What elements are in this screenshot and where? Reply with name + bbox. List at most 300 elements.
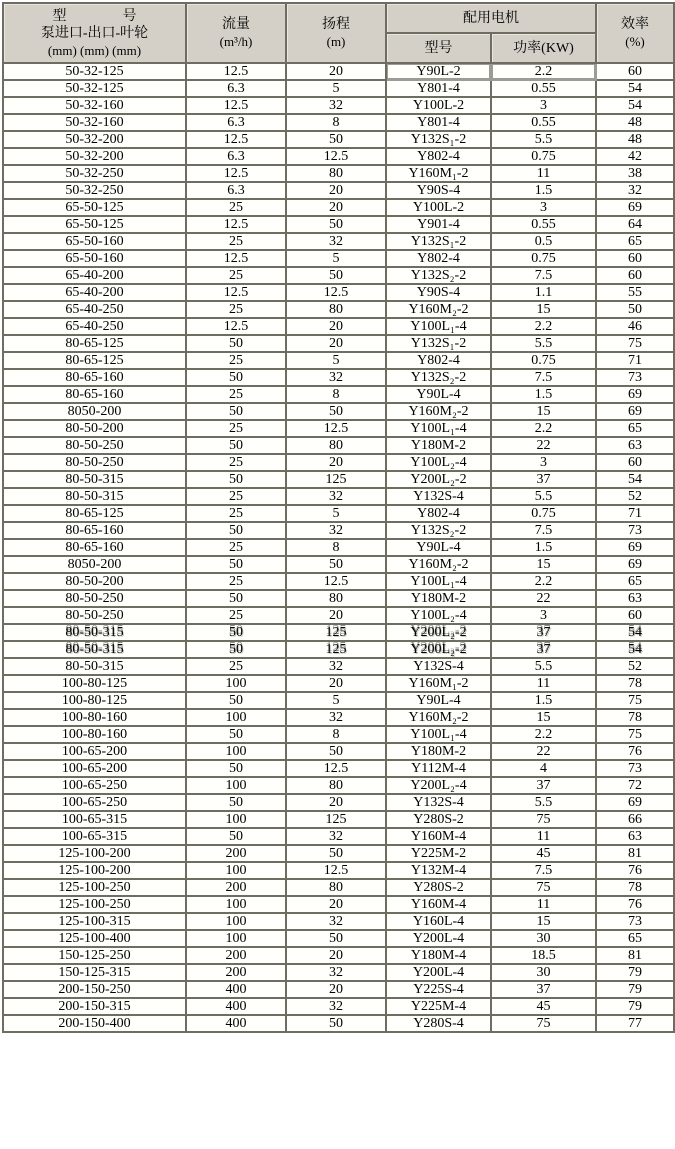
cell-flow: 50 <box>186 641 286 658</box>
header-motor-power: 功率(KW) <box>491 33 596 63</box>
cell-head: 32 <box>286 658 386 675</box>
cell-efficiency: 65 <box>596 930 674 947</box>
cell-head: 32 <box>286 233 386 250</box>
cell-motor-power: 5.5 <box>491 488 596 505</box>
table-row <box>3 998 674 1015</box>
cell-motor-power: 1.1 <box>491 284 596 301</box>
cell-flow: 25 <box>186 386 286 403</box>
cell-motor-power: 5.5 <box>491 335 596 352</box>
cell-motor-power: 0.75 <box>491 250 596 267</box>
cell-efficiency: 32 <box>596 182 674 199</box>
table-row <box>3 471 674 488</box>
cell-motor-model: Y160M₂-2 <box>386 709 491 726</box>
table-row <box>3 199 674 216</box>
cell-flow: 12.5 <box>186 284 286 301</box>
cell-motor-power: 22 <box>491 590 596 607</box>
cell-efficiency: 65 <box>596 573 674 590</box>
cell-pump-model: 80-50-200 <box>3 573 186 590</box>
cell-flow: 50 <box>186 726 286 743</box>
cell-motor-model: Y100L₁-4 <box>386 420 491 437</box>
cell-pump-model: 125-100-250 <box>3 879 186 896</box>
table-row <box>3 369 674 386</box>
cell-pump-model: 125-100-400 <box>3 930 186 947</box>
cell-pump-model: 50-32-125 <box>3 63 186 80</box>
cell-pump-model: 100-65-200 <box>3 760 186 777</box>
cell-flow: 50 <box>186 624 286 641</box>
table-row <box>3 284 674 301</box>
cell-motor-model: Y90L-4 <box>386 692 491 709</box>
cell-pump-model: 50-32-125 <box>3 80 186 97</box>
cell-pump-model: 80-50-250 <box>3 607 186 624</box>
cell-head: 50 <box>286 930 386 947</box>
cell-motor-model: Y801-4 <box>386 80 491 97</box>
table-row <box>3 862 674 879</box>
table-row <box>3 947 674 964</box>
cell-pump-model: 65-40-250 <box>3 318 186 335</box>
header-flow-units: (m³/h) <box>219 34 253 49</box>
cell-flow: 100 <box>186 743 286 760</box>
cell-pump-model: 80-65-160 <box>3 386 186 403</box>
cell-flow: 50 <box>186 692 286 709</box>
cell-pump-model: 80-50-200 <box>3 420 186 437</box>
cell-efficiency: 54 <box>596 97 674 114</box>
cell-motor-power: 11 <box>491 675 596 692</box>
cell-efficiency: 48 <box>596 131 674 148</box>
cell-pump-model: 80-50-315 <box>3 641 186 658</box>
cell-head: 80 <box>286 879 386 896</box>
cell-flow: 200 <box>186 879 286 896</box>
cell-motor-power: 7.5 <box>491 369 596 386</box>
cell-head: 5 <box>286 352 386 369</box>
cell-motor-model: Y100L₂-4 <box>386 607 491 624</box>
cell-motor-model: Y100L₁-4 <box>386 318 491 335</box>
cell-motor-model: Y132S₁-2 <box>386 233 491 250</box>
header-motor-model: 型号 <box>386 33 491 63</box>
cell-motor-model: Y200L₂-2 <box>386 624 491 641</box>
table-row <box>3 845 674 862</box>
cell-efficiency: 42 <box>596 148 674 165</box>
header-flow <box>186 3 286 63</box>
cell-motor-power: 1.5 <box>491 539 596 556</box>
cell-motor-model: Y280S-2 <box>386 811 491 828</box>
cell-pump-model: 125-100-315 <box>3 913 186 930</box>
cell-motor-power: 37 <box>491 641 596 658</box>
cell-efficiency: 65 <box>596 420 674 437</box>
cell-efficiency: 75 <box>596 692 674 709</box>
cell-head: 8 <box>286 539 386 556</box>
cell-efficiency: 63 <box>596 590 674 607</box>
cell-motor-model: Y132S-4 <box>386 794 491 811</box>
table-row <box>3 233 674 250</box>
table-row <box>3 539 674 556</box>
cell-motor-power: 37 <box>491 777 596 794</box>
cell-motor-model: Y802-4 <box>386 148 491 165</box>
cell-efficiency: 71 <box>596 505 674 522</box>
table-header <box>3 3 674 63</box>
cell-flow: 400 <box>186 998 286 1015</box>
cell-head: 20 <box>286 947 386 964</box>
cell-flow: 25 <box>186 658 286 675</box>
cell-pump-model: 100-80-160 <box>3 726 186 743</box>
cell-flow: 50 <box>186 794 286 811</box>
table-row <box>3 420 674 437</box>
cell-flow: 200 <box>186 947 286 964</box>
cell-pump-model: 100-65-200 <box>3 743 186 760</box>
cell-motor-power: 4 <box>491 760 596 777</box>
cell-efficiency: 54 <box>596 641 674 658</box>
cell-head: 12.5 <box>286 573 386 590</box>
cell-flow: 25 <box>186 420 286 437</box>
cell-pump-model: 200-150-250 <box>3 981 186 998</box>
cell-flow: 50 <box>186 590 286 607</box>
cell-motor-model: Y160M₁-2 <box>386 675 491 692</box>
cell-head: 50 <box>286 131 386 148</box>
cell-efficiency: 81 <box>596 845 674 862</box>
cell-head: 20 <box>286 199 386 216</box>
table-row <box>3 675 674 692</box>
cell-head: 80 <box>286 165 386 182</box>
header-motor-group: 配用电机 <box>386 3 596 33</box>
cell-flow: 200 <box>186 964 286 981</box>
table-row <box>3 607 674 624</box>
cell-motor-model: Y100L-2 <box>386 199 491 216</box>
cell-pump-model: 80-50-250 <box>3 437 186 454</box>
cell-head: 5 <box>286 80 386 97</box>
table-row <box>3 743 674 760</box>
cell-motor-model: Y200L₂-2 <box>386 471 491 488</box>
table-row <box>3 658 674 675</box>
cell-efficiency: 73 <box>596 760 674 777</box>
table-row <box>3 641 674 658</box>
table-row <box>3 352 674 369</box>
cell-pump-model: 50-32-250 <box>3 182 186 199</box>
cell-flow: 6.3 <box>186 114 286 131</box>
cell-motor-model: Y132S-4 <box>386 488 491 505</box>
cell-head: 20 <box>286 454 386 471</box>
cell-efficiency: 38 <box>596 165 674 182</box>
cell-motor-power: 3 <box>491 97 596 114</box>
cell-head: 125 <box>286 624 386 641</box>
cell-efficiency: 69 <box>596 556 674 573</box>
cell-motor-power: 22 <box>491 743 596 760</box>
cell-efficiency: 81 <box>596 947 674 964</box>
table-row <box>3 165 674 182</box>
cell-motor-model: Y200L₂-2 <box>386 641 491 658</box>
cell-efficiency: 73 <box>596 522 674 539</box>
cell-flow: 100 <box>186 896 286 913</box>
cell-pump-model: 8050-200 <box>3 403 186 420</box>
table-row <box>3 522 674 539</box>
cell-flow: 6.3 <box>186 148 286 165</box>
cell-head: 50 <box>286 403 386 420</box>
cell-pump-model: 65-50-125 <box>3 216 186 233</box>
cell-head: 5 <box>286 505 386 522</box>
cell-motor-model: Y160M-4 <box>386 828 491 845</box>
table-row <box>3 913 674 930</box>
table-row <box>3 777 674 794</box>
cell-motor-power: 37 <box>491 624 596 641</box>
cell-motor-power: 15 <box>491 403 596 420</box>
cell-head: 12.5 <box>286 148 386 165</box>
header-efficiency-title: 效率 <box>621 17 649 32</box>
cell-flow: 25 <box>186 352 286 369</box>
cell-efficiency: 69 <box>596 794 674 811</box>
cell-pump-model: 125-100-200 <box>3 862 186 879</box>
cell-motor-model: Y180M-4 <box>386 947 491 964</box>
cell-head: 20 <box>286 318 386 335</box>
cell-efficiency: 71 <box>596 352 674 369</box>
cell-efficiency: 60 <box>596 63 674 80</box>
cell-motor-power: 11 <box>491 165 596 182</box>
cell-pump-model: 125-100-250 <box>3 896 186 913</box>
table-row <box>3 437 674 454</box>
table-row <box>3 131 674 148</box>
table-row <box>3 505 674 522</box>
cell-pump-model: 80-50-315 <box>3 624 186 641</box>
cell-motor-model: Y132S-4 <box>386 658 491 675</box>
cell-motor-power: 1.5 <box>491 692 596 709</box>
cell-motor-power: 3 <box>491 199 596 216</box>
cell-efficiency: 54 <box>596 471 674 488</box>
table-row <box>3 692 674 709</box>
cell-head: 20 <box>286 675 386 692</box>
cell-flow: 25 <box>186 267 286 284</box>
cell-motor-model: Y160L-4 <box>386 913 491 930</box>
cell-efficiency: 60 <box>596 267 674 284</box>
cell-motor-model: Y112M-4 <box>386 760 491 777</box>
cell-pump-model: 65-40-200 <box>3 284 186 301</box>
cell-motor-power: 0.75 <box>491 148 596 165</box>
table-row <box>3 896 674 913</box>
table-row <box>3 556 674 573</box>
cell-motor-power: 30 <box>491 930 596 947</box>
cell-pump-model: 65-50-160 <box>3 250 186 267</box>
cell-flow: 12.5 <box>186 97 286 114</box>
cell-motor-power: 2.2 <box>491 573 596 590</box>
table-row <box>3 981 674 998</box>
cell-efficiency: 79 <box>596 981 674 998</box>
cell-head: 50 <box>286 845 386 862</box>
cell-pump-model: 50-32-160 <box>3 97 186 114</box>
cell-motor-model: Y132S₂-2 <box>386 267 491 284</box>
cell-efficiency: 69 <box>596 403 674 420</box>
cell-head: 32 <box>286 369 386 386</box>
cell-motor-model: Y200L-4 <box>386 964 491 981</box>
cell-pump-model: 80-65-160 <box>3 522 186 539</box>
cell-flow: 50 <box>186 369 286 386</box>
cell-head: 32 <box>286 913 386 930</box>
cell-pump-model: 80-65-125 <box>3 505 186 522</box>
cell-motor-model: Y90L-4 <box>386 539 491 556</box>
cell-pump-model: 100-80-160 <box>3 709 186 726</box>
cell-head: 50 <box>286 743 386 760</box>
cell-motor-model: Y802-4 <box>386 250 491 267</box>
cell-head: 50 <box>286 216 386 233</box>
cell-head: 125 <box>286 471 386 488</box>
cell-pump-model: 50-32-250 <box>3 165 186 182</box>
cell-head: 125 <box>286 641 386 658</box>
cell-flow: 100 <box>186 675 286 692</box>
cell-head: 5 <box>286 250 386 267</box>
cell-efficiency: 78 <box>596 879 674 896</box>
cell-motor-model: Y132S₂-2 <box>386 369 491 386</box>
cell-motor-power: 7.5 <box>491 267 596 284</box>
cell-motor-power: 11 <box>491 896 596 913</box>
cell-flow: 25 <box>186 301 286 318</box>
cell-motor-power: 15 <box>491 709 596 726</box>
cell-head: 50 <box>286 556 386 573</box>
cell-motor-model: Y132M-4 <box>386 862 491 879</box>
table-row <box>3 573 674 590</box>
table-row <box>3 267 674 284</box>
cell-flow: 100 <box>186 777 286 794</box>
cell-efficiency: 77 <box>596 1015 674 1032</box>
cell-flow: 50 <box>186 828 286 845</box>
cell-flow: 12.5 <box>186 165 286 182</box>
cell-pump-model: 80-65-160 <box>3 539 186 556</box>
cell-head: 20 <box>286 182 386 199</box>
cell-flow: 50 <box>186 437 286 454</box>
cell-motor-power: 3 <box>491 454 596 471</box>
cell-flow: 25 <box>186 573 286 590</box>
table-row <box>3 386 674 403</box>
cell-motor-power: 75 <box>491 1015 596 1032</box>
cell-pump-model: 65-50-160 <box>3 233 186 250</box>
cell-efficiency: 78 <box>596 709 674 726</box>
cell-flow: 25 <box>186 233 286 250</box>
table-row <box>3 97 674 114</box>
cell-pump-model: 80-50-250 <box>3 590 186 607</box>
cell-pump-model: 65-40-250 <box>3 301 186 318</box>
cell-motor-power: 45 <box>491 998 596 1015</box>
cell-flow: 25 <box>186 505 286 522</box>
cell-efficiency: 60 <box>596 454 674 471</box>
cell-head: 32 <box>286 522 386 539</box>
cell-motor-power: 37 <box>491 471 596 488</box>
cell-pump-model: 80-65-125 <box>3 335 186 352</box>
cell-head: 50 <box>286 1015 386 1032</box>
cell-motor-model: Y132S₁-2 <box>386 131 491 148</box>
table-row <box>3 318 674 335</box>
cell-pump-model: 80-50-315 <box>3 471 186 488</box>
cell-pump-model: 100-65-250 <box>3 777 186 794</box>
table-row <box>3 182 674 199</box>
cell-head: 20 <box>286 794 386 811</box>
cell-motor-power: 75 <box>491 811 596 828</box>
cell-head: 32 <box>286 97 386 114</box>
pump-spec-table <box>2 2 675 1033</box>
table-row <box>3 454 674 471</box>
cell-motor-power: 0.75 <box>491 505 596 522</box>
cell-motor-model: Y200L₂-4 <box>386 777 491 794</box>
cell-head: 32 <box>286 828 386 845</box>
cell-motor-power: 5.5 <box>491 658 596 675</box>
table-row <box>3 879 674 896</box>
cell-motor-model: Y180M-2 <box>386 743 491 760</box>
cell-flow: 25 <box>186 199 286 216</box>
cell-pump-model: 200-150-315 <box>3 998 186 1015</box>
cell-flow: 12.5 <box>186 250 286 267</box>
cell-flow: 100 <box>186 930 286 947</box>
cell-motor-power: 0.55 <box>491 80 596 97</box>
cell-motor-power: 0.55 <box>491 216 596 233</box>
cell-efficiency: 75 <box>596 335 674 352</box>
cell-flow: 12.5 <box>186 63 286 80</box>
cell-head: 80 <box>286 301 386 318</box>
cell-efficiency: 69 <box>596 199 674 216</box>
cell-efficiency: 46 <box>596 318 674 335</box>
header-efficiency <box>596 3 674 63</box>
cell-motor-power: 0.75 <box>491 352 596 369</box>
cell-head: 5 <box>286 692 386 709</box>
cell-head: 32 <box>286 998 386 1015</box>
cell-efficiency: 78 <box>596 675 674 692</box>
table-row <box>3 335 674 352</box>
table-row <box>3 148 674 165</box>
cell-motor-power: 2.2 <box>491 420 596 437</box>
cell-head: 12.5 <box>286 862 386 879</box>
table-row <box>3 709 674 726</box>
cell-motor-power: 45 <box>491 845 596 862</box>
cell-pump-model: 80-50-250 <box>3 454 186 471</box>
cell-motor-model: Y90L-4 <box>386 386 491 403</box>
cell-motor-model: Y132S₂-2 <box>386 522 491 539</box>
table-row <box>3 760 674 777</box>
cell-motor-power: 15 <box>491 913 596 930</box>
cell-flow: 50 <box>186 335 286 352</box>
cell-motor-model: Y280S-4 <box>386 1015 491 1032</box>
table-row <box>3 114 674 131</box>
cell-pump-model: 150-125-250 <box>3 947 186 964</box>
cell-flow: 50 <box>186 403 286 420</box>
cell-head: 80 <box>286 777 386 794</box>
cell-motor-model: Y160M₂-2 <box>386 301 491 318</box>
cell-efficiency: 48 <box>596 114 674 131</box>
header-flow-title: 流量 <box>222 17 250 32</box>
cell-efficiency: 64 <box>596 216 674 233</box>
cell-flow: 400 <box>186 981 286 998</box>
cell-motor-power: 1.5 <box>491 386 596 403</box>
cell-motor-model: Y280S-2 <box>386 879 491 896</box>
cell-flow: 6.3 <box>186 182 286 199</box>
cell-efficiency: 55 <box>596 284 674 301</box>
cell-pump-model: 80-65-160 <box>3 369 186 386</box>
cell-head: 80 <box>286 590 386 607</box>
table-row <box>3 624 674 641</box>
cell-motor-model: Y160M₂-2 <box>386 556 491 573</box>
cell-pump-model: 100-80-125 <box>3 692 186 709</box>
cell-pump-model: 65-50-125 <box>3 199 186 216</box>
cell-motor-model: Y180M-2 <box>386 437 491 454</box>
cell-pump-model: 8050-200 <box>3 556 186 573</box>
cell-motor-model: Y90S-4 <box>386 182 491 199</box>
cell-efficiency: 79 <box>596 998 674 1015</box>
cell-motor-model: Y90S-4 <box>386 284 491 301</box>
cell-efficiency: 63 <box>596 828 674 845</box>
cell-flow: 100 <box>186 913 286 930</box>
table-row <box>3 964 674 981</box>
cell-motor-model: Y160M₁-2 <box>386 165 491 182</box>
cell-motor-model: Y100L₁-4 <box>386 573 491 590</box>
cell-pump-model: 80-50-315 <box>3 488 186 505</box>
table-row <box>3 1015 674 1032</box>
table-row <box>3 590 674 607</box>
cell-motor-model: Y160M-4 <box>386 896 491 913</box>
cell-motor-model: Y100L-2 <box>386 97 491 114</box>
cell-efficiency: 79 <box>596 964 674 981</box>
cell-pump-model: 100-65-315 <box>3 828 186 845</box>
cell-pump-model: 100-65-250 <box>3 794 186 811</box>
